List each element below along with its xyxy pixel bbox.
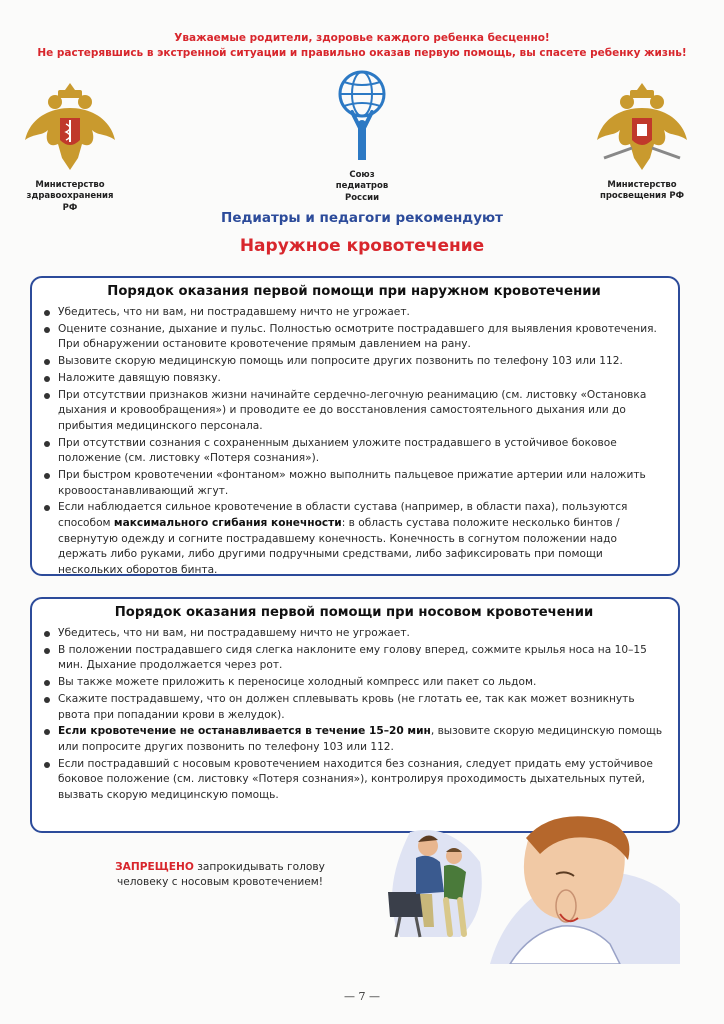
org-pediatricians-line-2: педиатров — [335, 181, 389, 192]
list-item: При быстром кровотечении «фонтаном» можно выполнить пальцевое прижатие артерии или наложить кровоостанавливающий жгут. — [42, 468, 666, 499]
list-item: В положении пострадавшего сидя слегка наклоните ему голову вперед, сожмите крылья носа на 10–15 мин. Дыхание продолжается через рот. — [42, 643, 666, 674]
list-item: Если пострадавший с носовым кровотечением находится без сознания, следует придать ему устойчивое боковое положение (см. листовку «Потеря сознания»), контролируя проходимость дыхательных путей, вызвать скорую медицинскую помощь. — [42, 757, 666, 804]
child-nosebleed-illustration — [490, 814, 680, 964]
org-health-line-1: Министерство — [35, 180, 105, 190]
list-item: При отсутствии сознания с сохраненным дыханием уложите пострадавшего в устойчивое боковое положение (см. листовку «Потеря сознания»). — [42, 436, 666, 467]
list-item: Вы также можете приложить к переносице холодный компресс или пакет со льдом. — [42, 675, 666, 691]
emphasis: максимального сгибания конечности — [113, 517, 342, 530]
double-headed-eagle-emblem-right — [592, 78, 692, 178]
list-item: Если кровотечение не останавливается в течение 15–20 мин, вызовите скорую медицинскую помощь или попросите других позвонить по телефону 103 или 112. — [42, 724, 666, 755]
external-bleeding-title: Порядок оказания первой помощи при наружном кровотечении — [107, 284, 601, 299]
list-item: Вызовите скорую медицинскую помощь или попросите других позвонить по телефону 103 или 112. — [42, 354, 666, 370]
external-bleeding-box — [30, 276, 680, 576]
forbidden-word: ЗАПРЕЩЕНО — [115, 861, 194, 873]
org-pediatricians-line-3: России — [344, 192, 380, 203]
intro-line-1: Уважаемые родители, здоровье каждого ребенка бесценно! — [174, 32, 550, 44]
org-pediatricians-union — [312, 170, 412, 204]
list-item: Убедитесь, что ни вам, ни пострадавшему ничто не угрожает. — [42, 626, 666, 642]
emphasis: Если кровотечение не останавливается в течение 15–20 мин — [58, 725, 431, 738]
org-health-line-2: здравоохранения РФ — [26, 191, 114, 213]
org-education-ministry — [592, 180, 692, 203]
list-item: Скажите пострадавшему, что он должен сплевывать кровь (не глотать ее, так как может возникнуть рвота при попадании крови в желудок). — [42, 692, 666, 723]
first-aid-illustration — [380, 822, 490, 942]
double-headed-eagle-emblem-left — [20, 78, 120, 178]
nasal-bleeding-title: Порядок оказания первой помощи при носовом кровотечении — [114, 605, 594, 620]
forbidden-note: ЗАПРЕЩЕНО запрокидывать голову человеку с носовым кровотечением! — [115, 861, 325, 888]
list-item: Если наблюдается сильное кровотечение в области сустава (например, в области паха), пользуются способом максимального сгибания конечности: в область сустава положите несколько бинтов / свернутую одежду и согните пострадавшему конечность. Конечность в согнутом положении надо держать либо руками, либо другими подручными средствами, либо зафиксировать при помощи нескольких оборотов бинта. — [42, 500, 666, 578]
recommend-heading: Педиатры и педагоги рекомендуют — [221, 210, 503, 226]
list-item: При отсутствии признаков жизни начинайте сердечно-легочную реанимацию (см. листовку «Остановка дыхания и кровообращения») и проводите ее до восстановления самостоятельного дыхания или до прибытия медицинского персонала. — [42, 388, 666, 435]
nasal-bleeding-box — [30, 597, 680, 833]
globe-figure-logo — [330, 68, 394, 168]
nasal-bleeding-list — [42, 626, 666, 803]
intro-line-2: Не растерявшись в экстренной ситуации и правильно оказав первую помощь, вы спасете ребенку жизнь! — [37, 47, 687, 59]
page-number: — 7 — — [344, 990, 380, 1003]
org-education-line-1: Министерство — [607, 180, 677, 190]
list-item: Убедитесь, что ни вам, ни пострадавшему ничто не угрожает. — [42, 305, 666, 321]
org-pediatricians-line-1: Союз — [349, 170, 375, 180]
list-item: Оцените сознание, дыхание и пульс. Полностью осмотрите пострадавшего для выявления кровотечения. При обнаружении остановите кровотечение прямым давлением на рану. — [42, 322, 666, 353]
page-title: Наружное кровотечение — [239, 236, 485, 256]
list-item: Наложите давящую повязку. — [42, 371, 666, 387]
external-bleeding-list — [42, 305, 666, 578]
org-education-line-2: просвещения РФ — [599, 191, 685, 202]
